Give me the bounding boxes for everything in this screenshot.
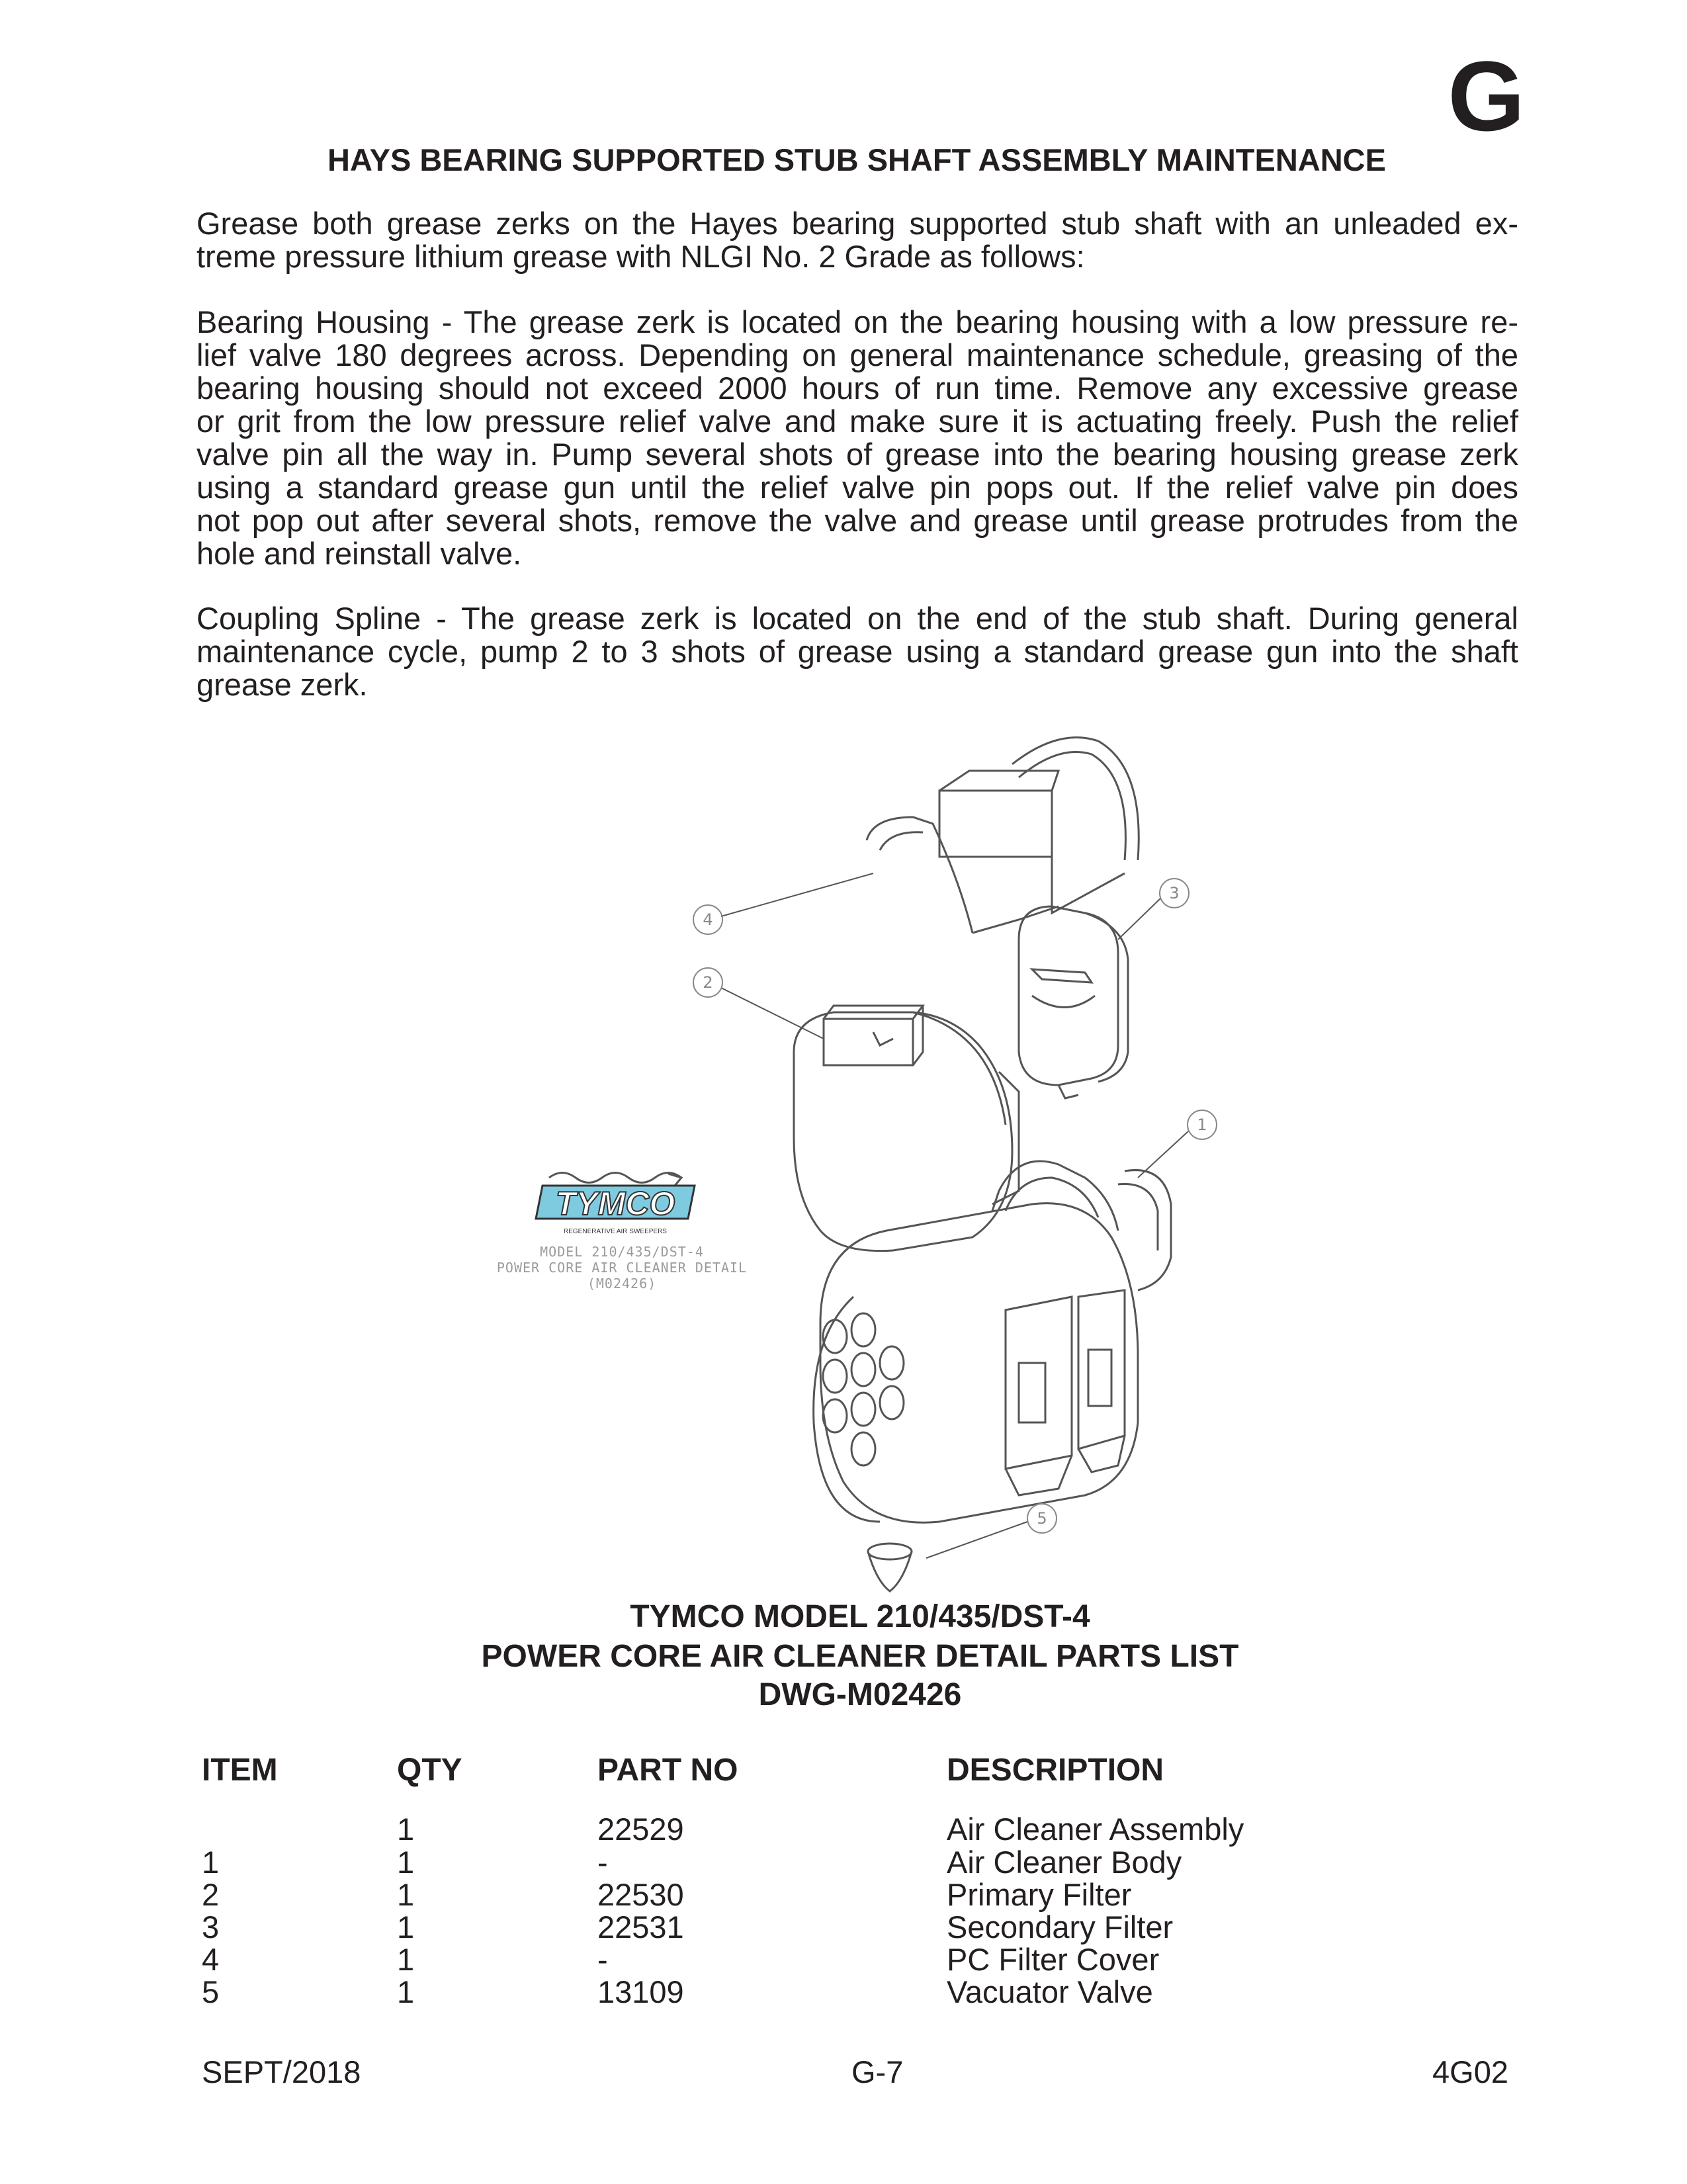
parts-list-title-line: DWG-M02426 (758, 1677, 962, 1712)
part-no-cell: 22531 (597, 1909, 684, 1944)
description-cell: PC Filter Cover (947, 1942, 1160, 1977)
text-line: using a standard grease gun until the relief valve pin pops out. If the relief valve pin does (196, 470, 1518, 505)
column-header-description: DESCRIPTION (947, 1753, 1164, 1788)
air-cleaner-exploded-drawing (476, 721, 1270, 1601)
text-line: not pop out after several shots, remove the valve and grease until grease protrudes from the (196, 503, 1518, 538)
text-line: Bearing Housing - The grease zerk is located on the bearing housing with a low pressure re- (196, 304, 1518, 339)
text-line: treme pressure lithium grease with NLGI No. 2 Grade as follows: (196, 239, 1085, 274)
qty-cell: 1 (397, 1845, 415, 1880)
pc-filter-cover-part (867, 738, 1139, 933)
item-cell: 4 (202, 1942, 220, 1977)
description-cell: Vacuator Valve (947, 1974, 1153, 2009)
intro-paragraph (196, 207, 1518, 273)
bearing-housing-paragraph (196, 306, 1518, 570)
text-line: maintenance cycle, pump 2 to 3 shots of grease using a standard grease gun into the shaft (196, 634, 1518, 669)
item-cell: 5 (202, 1974, 220, 2009)
part-no-cell: 13109 (597, 1974, 684, 2009)
qty-cell: 1 (397, 1877, 415, 1912)
part-no-cell: - (597, 1845, 608, 1880)
air-cleaner-body-part (814, 1161, 1171, 1522)
text-line: valve pin all the way in. Pump several shots of grease into the bearing housing grease zerk (196, 437, 1518, 472)
text-line: Coupling Spline - The grease zerk is located on the end of the stub shaft. During general (196, 601, 1518, 636)
footer-page-number: G-7 (851, 2054, 904, 2089)
text-line: grease zerk. (196, 667, 368, 702)
qty-cell: 1 (397, 1909, 415, 1944)
section-letter: G (1448, 40, 1525, 152)
qty-cell: 1 (397, 1942, 415, 1977)
vacuator-valve-part (868, 1544, 912, 1591)
column-header-qty: QTY (397, 1753, 462, 1788)
callout-label-5: 5 (1037, 1509, 1047, 1528)
description-cell: Secondary Filter (947, 1909, 1174, 1944)
drawing-caption-line: (M02426) (587, 1276, 657, 1291)
inlet-tubes (823, 1313, 904, 1465)
text-line: Grease both grease zerks on the Hayes bearing supported stub shaft with an unleaded ex- (196, 206, 1518, 241)
secondary-filter-part (1019, 906, 1128, 1098)
svg-text:REGENERATIVE AIR SWEEPERS: REGENERATIVE AIR SWEEPERS (564, 1228, 667, 1235)
callout-label-1: 1 (1197, 1115, 1207, 1134)
text-line: lief valve 180 degrees across. Depending on general maintenance schedule, greasing of the (196, 337, 1518, 372)
parts-list-title-line: TYMCO MODEL 210/435/DST-4 (630, 1599, 1090, 1634)
text-line: hole and reinstall valve. (196, 536, 522, 571)
text-line: or grit from the low pressure relief valve and make sure it is actuating freely. Push the relief (196, 404, 1518, 439)
column-header-part-no: PART NO (597, 1753, 738, 1788)
drawing-caption (490, 1244, 754, 1291)
callouts (693, 879, 1217, 1533)
description-cell: Primary Filter (947, 1877, 1132, 1912)
qty-cell: 1 (397, 1974, 415, 2009)
drawing-caption-line: POWER CORE AIR CLEANER DETAIL (496, 1260, 748, 1276)
item-cell: 2 (202, 1877, 220, 1912)
parts-list-title-line: POWER CORE AIR CLEANER DETAIL PARTS LIST (481, 1639, 1239, 1674)
coupling-spline-paragraph (196, 602, 1518, 701)
callout-label-3: 3 (1169, 884, 1180, 902)
description-cell: Air Cleaner Body (947, 1845, 1182, 1880)
part-no-cell: - (597, 1942, 608, 1977)
footer-code: 4G02 (1432, 2054, 1508, 2089)
qty-cell: 1 (397, 1812, 415, 1847)
part-no-cell: 22530 (597, 1877, 684, 1912)
part-no-cell: 22529 (597, 1812, 684, 1847)
text-line: bearing housing should not exceed 2000 hours of run time. Remove any excessive grease (196, 371, 1518, 406)
svg-text:TYMCO: TYMCO (555, 1185, 675, 1222)
callout-label-2: 2 (703, 973, 713, 992)
footer-date: SEPT/2018 (202, 2054, 361, 2089)
description-cell: Air Cleaner Assembly (947, 1812, 1244, 1847)
callout-label-4: 4 (703, 910, 713, 929)
item-cell: 1 (202, 1845, 220, 1880)
column-header-item: ITEM (202, 1753, 278, 1788)
primary-filter-part (794, 1006, 1019, 1251)
item-cell: 3 (202, 1909, 220, 1944)
page-title: HAYS BEARING SUPPORTED STUB SHAFT ASSEMBLY MAINTENANCE (327, 142, 1386, 177)
drawing-caption-line: MODEL 210/435/DST-4 (540, 1244, 704, 1260)
